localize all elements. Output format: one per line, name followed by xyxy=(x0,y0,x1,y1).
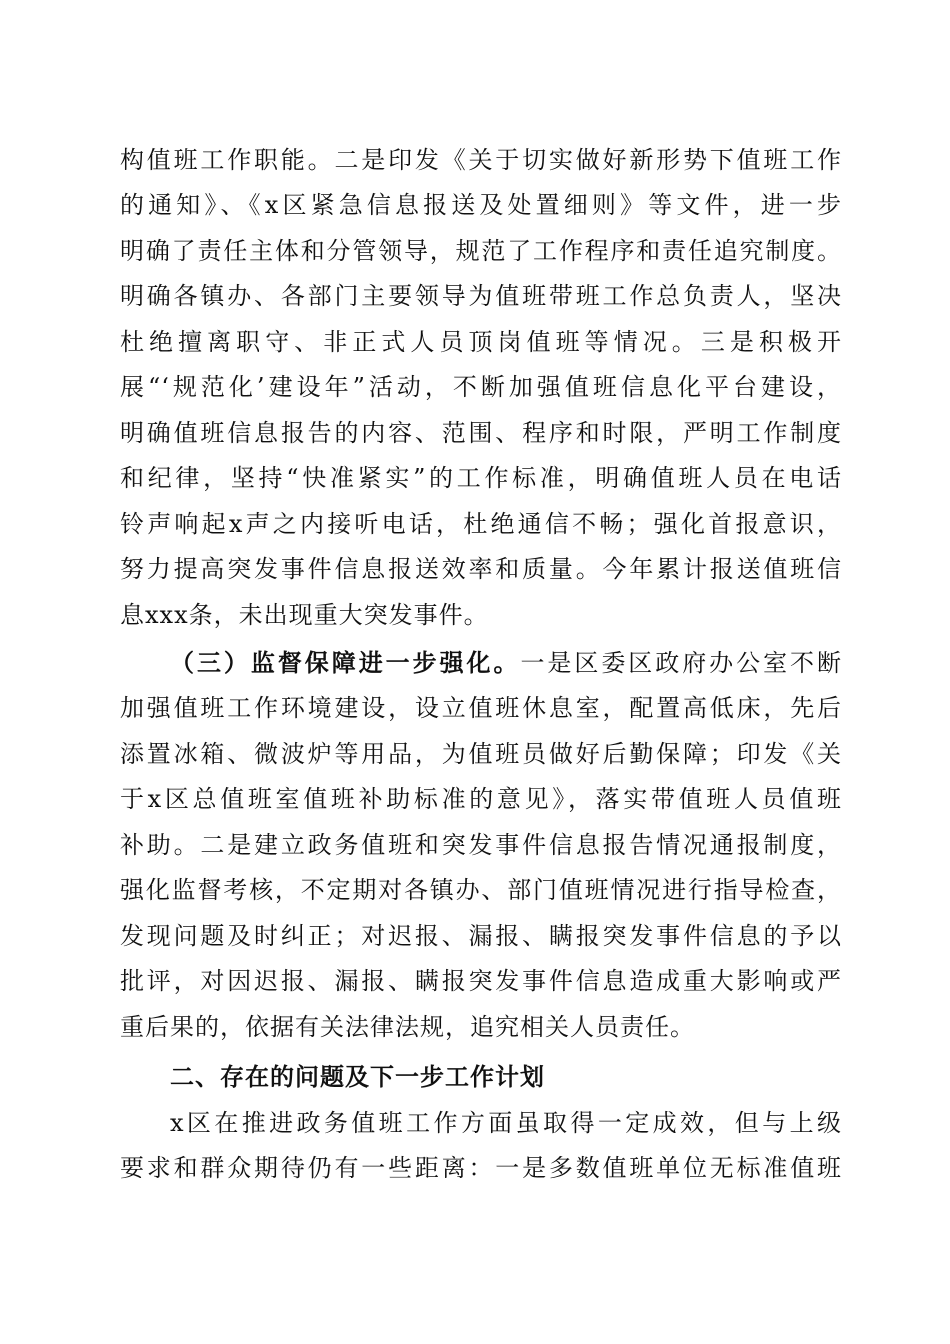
text-line: 明确了责任主体和分管领导，规范了工作程序和责任追究制度。 xyxy=(120,237,842,265)
text-line: 批评，对因迟报、漏报、瞒报突发事件信息造成重大影响或严 xyxy=(120,967,842,995)
subsection-line xyxy=(170,648,842,678)
text-line: 要求和群众期待仍有一些距离：一是多数值班单位无标准值班 xyxy=(120,1154,842,1182)
text-line: 努力提高突发事件信息报送效率和质量。今年累计报送值班信 xyxy=(120,555,842,583)
text-line: 强化监督考核，不定期对各镇办、部门值班情况进行指导检查， xyxy=(120,876,842,904)
text-line: 杜绝擅离职守、非正式人员顶岗值班等情况。三是积极开 xyxy=(120,328,842,356)
text-line: 加强值班工作环境建设，设立值班休息室，配置高低床，先后 xyxy=(120,694,842,722)
section-heading: 二、存在的问题及下一步工作计划 xyxy=(170,1063,545,1091)
text-line: 明确各镇办、各部门主要领导为值班带班工作总负责人，坚决 xyxy=(120,282,842,310)
subsection-heading: （三）监督保障进一步强化。 xyxy=(170,648,521,677)
text-line: 于x区总值班室值班补助标准的意见》，落实带值班人员值班 xyxy=(120,785,842,813)
text-line: 构值班工作职能。二是印发《关于切实做好新形势下值班工作 xyxy=(120,146,842,174)
text-line: 展“‘规范化’建设年”活动，不断加强值班信息化平台建设， xyxy=(120,373,842,401)
text-line: 的通知》、《x区紧急信息报送及处置细则》等文件，进一步 xyxy=(120,191,842,219)
text-line: x区在推进政务值班工作方面虽取得一定成效，但与上级 xyxy=(170,1109,842,1137)
text-span: 一是区委区政府办公室不断 xyxy=(520,649,843,677)
text-line: 重后果的，依据有关法律法规，追究相关人员责任。 xyxy=(120,1013,695,1041)
text-line: 添置冰箱、微波炉等用品，为值班员做好后勤保障；印发《关 xyxy=(120,740,842,768)
text-line: 和纪律，坚持“快准紧实”的工作标准，明确值班人员在电话 xyxy=(120,464,842,492)
text-line: 息xxx条，未出现重大突发事件。 xyxy=(120,601,489,629)
text-line: 铃声响起x声之内接听电话，杜绝通信不畅；强化首报意识， xyxy=(120,510,842,538)
text-line: 发现问题及时纠正；对迟报、漏报、瞒报突发事件信息的予以 xyxy=(120,922,842,950)
text-line: 补助。二是建立政务值班和突发事件信息报告情况通报制度， xyxy=(120,831,842,859)
text-line: 明确值班信息报告的内容、范围、程序和时限，严明工作制度 xyxy=(120,419,842,447)
